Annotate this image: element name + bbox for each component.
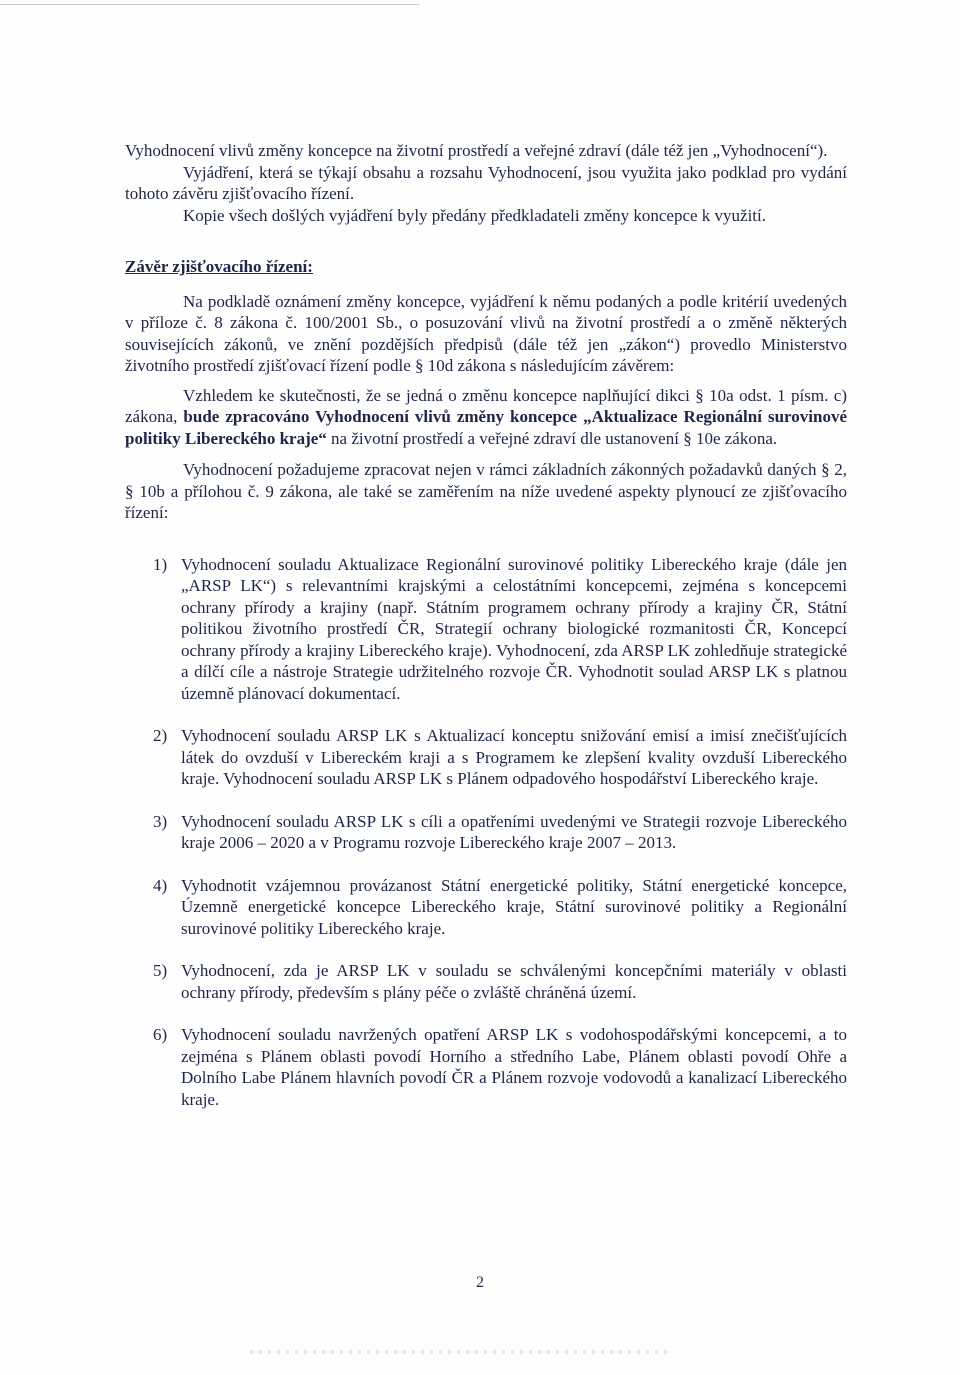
aspect-text: Vyhodnocení, zda je ARSP LK v souladu se schválenými koncepčními materiály v oblasti ochrany přírody, především s plány péče o zvláště chráněná území.	[181, 961, 847, 1002]
section-heading: Závěr zjišťovacího řízení:	[125, 257, 313, 276]
conclusion-paragraph-1: Na podkladě oznámení změny koncepce, vyjádření k němu podaných a podle kritérií uvedených v příloze č. 8 zákona č. 100/2001 Sb., o posuzování vlivů na životní prostředí a o změně některých souvisejících zákonů, ve znění pozdějších předpisů (dále též jen „zákon“) provedlo Ministerstvo životního prostředí zjišťovací řízení podle § 10d zákona s následujícím závěrem:	[125, 291, 847, 375]
aspect-number: 1)	[153, 554, 168, 574]
aspect-item-2	[125, 725, 847, 790]
aspect-item-6	[125, 1024, 847, 1110]
document-body	[125, 140, 847, 1131]
aspect-text: Vyhodnocení souladu Aktualizace Regionální surovinové politiky Libereckého kraje (dále jen „ARSP LK“) s relevantními krajskými a celostátními koncepcemi, zejména s koncepcemi ochrany přírody a krajiny (např. Státním programem ochrany přírody a krajiny ČR, Státní politikou životního prostředí ČR, Strategií ochrany biologické rozmanitosti ČR, Koncepcí ochrany přírody a krajiny Libereckého kraje). Vyhodnocení, zda ARSP LK zohledňuje strategické a dílčí cíle a nástroje Strategie udržitelného rozvoje ČR. Vyhodnotit soulad ARSP LK s platnou územně plánovací dokumentací.	[181, 554, 847, 703]
aspect-item-1	[125, 554, 847, 705]
aspects-list	[125, 554, 847, 1111]
intro-paragraph-3: Kopie všech došlých vyjádření byly předány předkladateli změny koncepce k využití.	[183, 205, 767, 225]
scan-artifact	[250, 1350, 670, 1354]
intro-paragraph-2: Vyjádření, která se týkají obsahu a rozsahu Vyhodnocení, jsou využita jako podklad pro vydání tohoto závěru zjišťovacího řízení.	[125, 162, 847, 203]
aspect-text: Vyhodnocení souladu navržených opatření ARSP LK s vodohospodářskými koncepcemi, a to zejména s Plánem oblasti povodí Horního a středního Labe, Plánem oblasti povodí Ohře a Dolního Labe Plánem hlavních povodí ČR a Plánem rozvoje vodovodů a kanalizací Libereckého kraje.	[181, 1025, 847, 1109]
aspect-number: 4)	[153, 875, 168, 895]
page-number: 2	[476, 1274, 484, 1291]
conclusion-paragraph-2-bold: bude zpracováno Vyhodnocení vlivů změny koncepce „Aktualizace Regionální surovinové politiky Libereckého kraje“	[125, 407, 848, 448]
conclusion-paragraph-2	[125, 385, 847, 450]
aspect-number: 6)	[153, 1025, 168, 1044]
conclusion-paragraph-2-lead: Vzhledem ke skutečnosti, že se jedná o změnu koncepce naplňující dikci § 10a odst. 1 písm. c) zákona,	[125, 385, 847, 426]
aspect-item-3	[125, 811, 847, 854]
aspect-item-5	[125, 960, 847, 1003]
aspect-number: 2)	[153, 726, 168, 745]
conclusion-paragraph-2-tail: na životní prostředí a veřejné zdraví dle ustanovení § 10e zákona.	[326, 428, 778, 448]
conclusion-paragraph-3: Vyhodnocení požadujeme zpracovat nejen v rámci základních zákonných požadavků daných § 2, § 10b a přílohou č. 9 zákona, ale také se zaměřením na níže uvedené aspekty plynoucí ze zjišťovacího řízení:	[125, 460, 847, 522]
aspect-item-4	[125, 875, 847, 940]
aspect-text: Vyhodnotit vzájemnou provázanost Státní energetické politiky, Státní energetické koncepce, Územně energetické koncepce Libereckého kraje, Státní surovinové politiky a Regionální surovinové politiky Libereckého kraje.	[181, 875, 847, 938]
intro-paragraph-1: Vyhodnocení vlivů změny koncepce na životní prostředí a veřejné zdraví (dále též jen „Vyhodnocení“).	[125, 141, 828, 160]
aspect-number: 3)	[153, 811, 168, 831]
aspect-text: Vyhodnocení souladu ARSP LK s cíli a opatřeními uvedenými ve Strategii rozvoje Libereckého kraje 2006 – 2020 a v Programu rozvoje Libereckého kraje 2007 – 2013.	[181, 811, 847, 852]
aspect-number: 5)	[153, 961, 168, 980]
aspect-text: Vyhodnocení souladu ARSP LK s Aktualizací konceptu snižování emisí a imisí znečišťujících látek do ovzduší v Libereckém kraji a s Programem ke zlepšení kvality ovzduší Libereckého kraje. Vyhodnocení souladu ARSP LK s Plánem odpadového hospodářství Libereckého kraje.	[181, 726, 847, 788]
top-scan-rule	[0, 4, 420, 5]
